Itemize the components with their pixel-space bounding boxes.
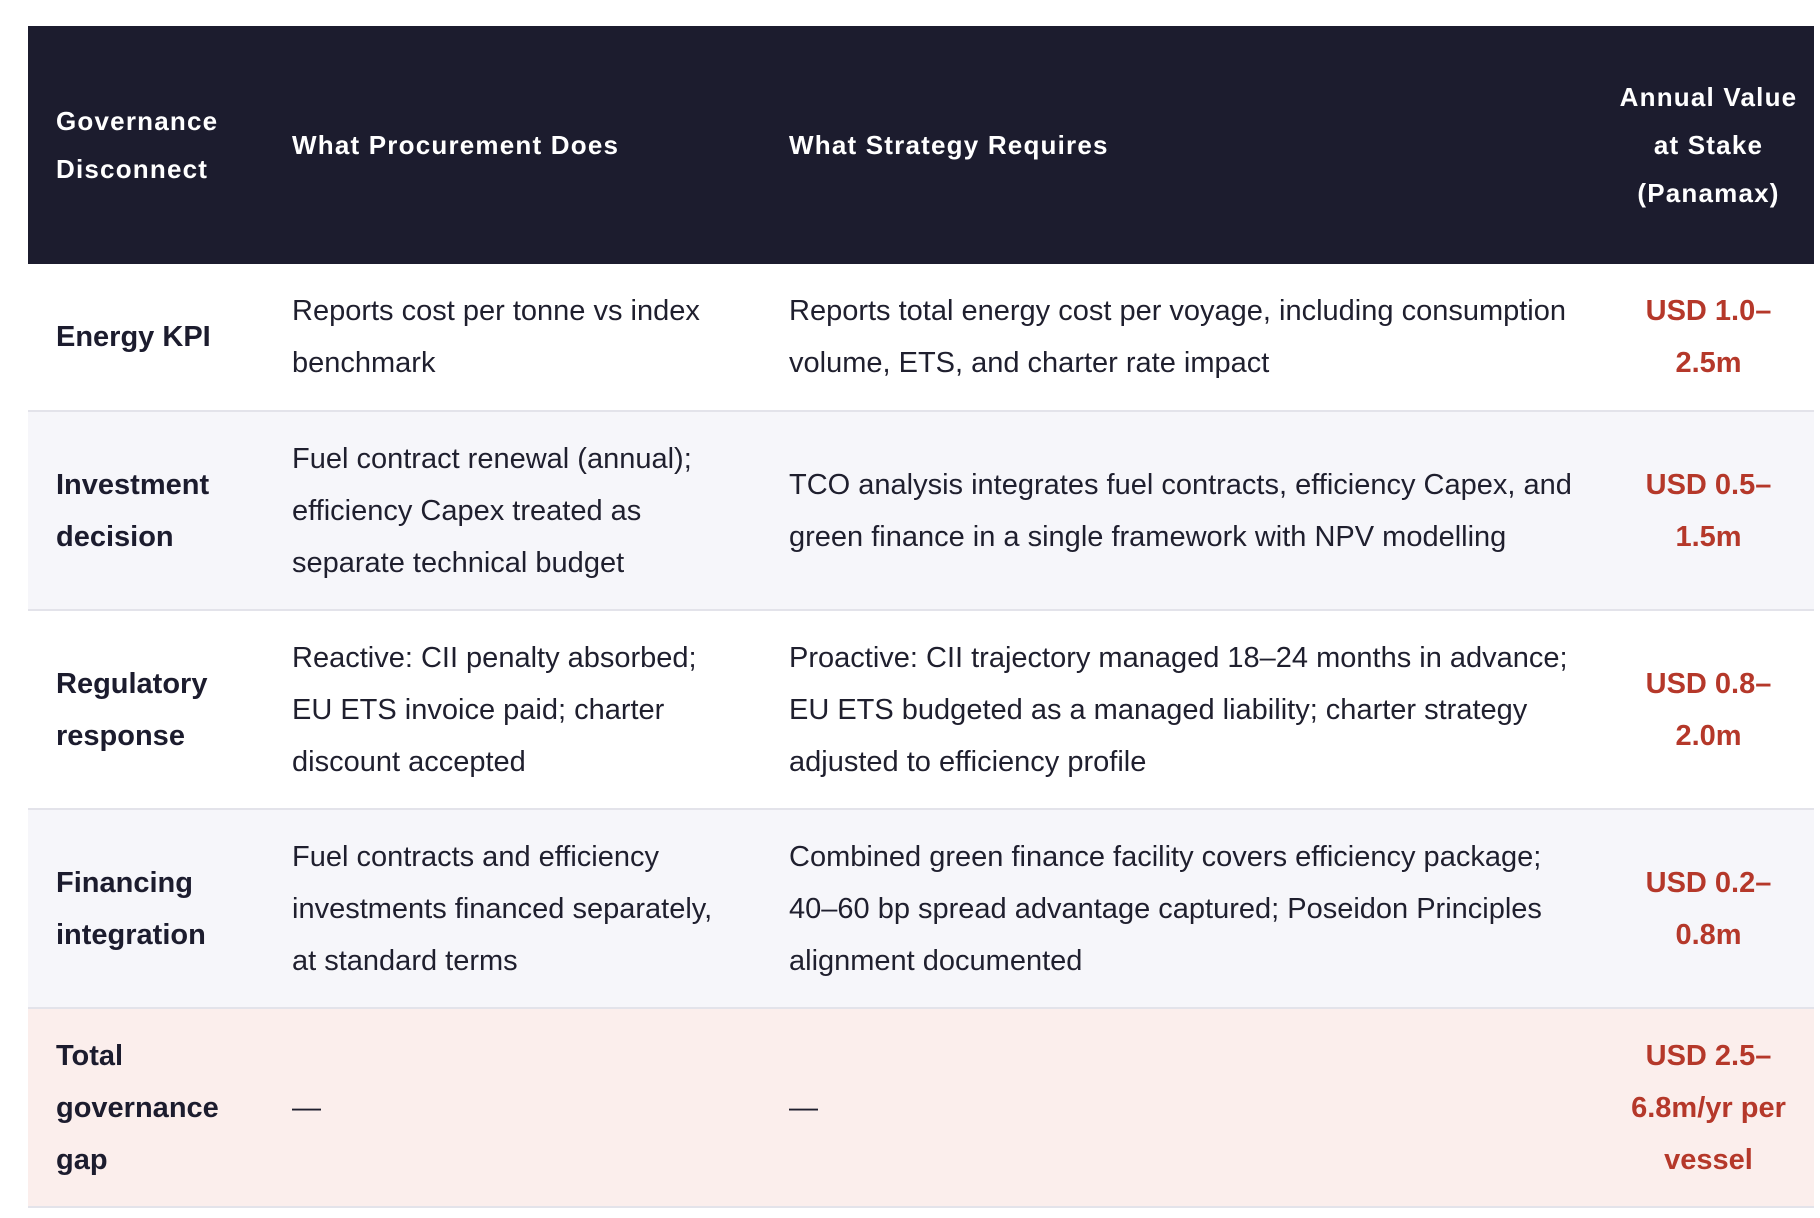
strategy-cell: Proactive: CII trajectory managed 18–24 months in advance; EU ETS budgeted as a managed liability; charter strategy adjusted to efficiency profile — [761, 610, 1603, 809]
strategy-cell: — — [761, 1008, 1603, 1207]
header-procurement: What Procurement Does — [264, 26, 761, 264]
table-row-total-governance-gap — [28, 1008, 1814, 1207]
strategy-cell: Combined green finance facility covers efficiency package; 40–60 bp spread advantage captured; Poseidon Principles alignment documented — [761, 809, 1603, 1008]
header-strategy: What Strategy Requires — [761, 26, 1603, 264]
value-cell: USD 0.2–0.8m — [1603, 809, 1814, 1008]
header-governance-disconnect: Governance Disconnect — [28, 26, 264, 264]
procurement-cell: Reports cost per tonne vs index benchmark — [264, 264, 761, 411]
table-header — [28, 26, 1814, 264]
disconnect-cell: Regulatory response — [28, 610, 264, 809]
table-row-financing-integration — [28, 809, 1814, 1008]
procurement-cell: Fuel contract renewal (annual); efficiency Capex treated as separate technical budget — [264, 411, 761, 610]
strategy-cell: Reports total energy cost per voyage, including consumption volume, ETS, and charter rate impact — [761, 264, 1603, 411]
value-cell: USD 1.0–2.5m — [1603, 264, 1814, 411]
procurement-cell: Reactive: CII penalty absorbed; EU ETS invoice paid; charter discount accepted — [264, 610, 761, 809]
disconnect-cell: Total governance gap — [28, 1008, 264, 1207]
table-row-energy-kpi — [28, 264, 1814, 411]
strategy-cell: TCO analysis integrates fuel contracts, efficiency Capex, and green finance in a single framework with NPV modelling — [761, 411, 1603, 610]
header-annual-value: Annual Value at Stake (Panamax) — [1603, 26, 1814, 264]
value-cell: USD 2.5–6.8m/yr per vessel — [1603, 1008, 1814, 1207]
procurement-cell: Fuel contracts and efficiency investments financed separately, at standard terms — [264, 809, 761, 1008]
disconnect-cell: Investment decision — [28, 411, 264, 610]
table-row-regulatory-response — [28, 610, 1814, 809]
table-row-investment-decision — [28, 411, 1814, 610]
value-cell: USD 0.5–1.5m — [1603, 411, 1814, 610]
disconnect-cell: Financing integration — [28, 809, 264, 1008]
header-row — [28, 26, 1814, 264]
disconnect-cell: Energy KPI — [28, 264, 264, 411]
procurement-cell: — — [264, 1008, 761, 1207]
governance-table — [28, 26, 1814, 1208]
table-body — [28, 264, 1814, 1207]
value-cell: USD 0.8–2.0m — [1603, 610, 1814, 809]
